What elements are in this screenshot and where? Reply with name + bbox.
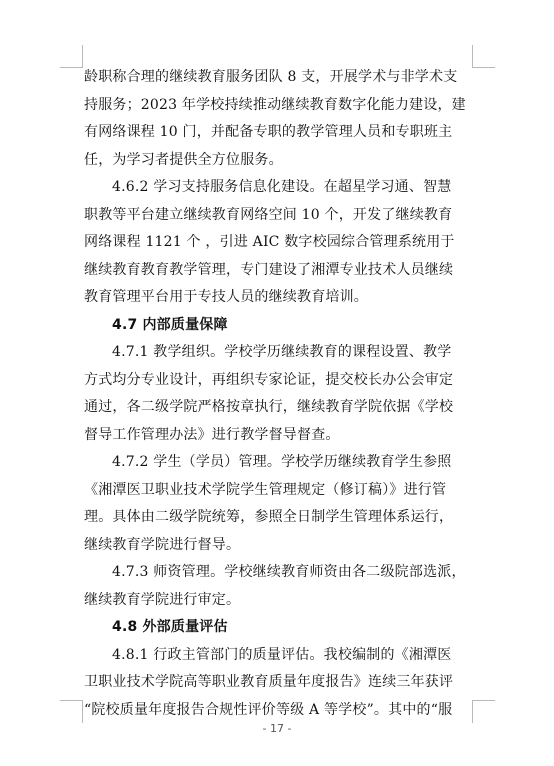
paragraph-start-line: 4.7.2 学生（学员）管理。学校学历继续教育学生参照 [112, 454, 452, 470]
text-line: 职教等平台建立继续教育网络空间 10 个，开发了继续教育 [84, 206, 453, 223]
text-line: 继续教育学院进行督导。 [84, 536, 241, 553]
text-line: 方式均分专业设计，再组织专家论证，提交校长办公会审定 [84, 371, 454, 388]
crop-mark-top-left [60, 45, 83, 68]
section-heading: 4.7 内部质量保障 [112, 316, 228, 333]
text-line: 继续教育教育教学管理，专门建设了湘潭专业技术人员继续 [84, 261, 454, 278]
text-line: 《湘潭医卫职业技术学院学生管理规定（修订稿）》进行管 [84, 481, 447, 498]
text-line: 通过，各二级学院严格按章执行，继续教育学院依据《学校 [84, 399, 454, 415]
text-line: 教育管理平台用于专技人员的继续教育培训。 [84, 289, 368, 305]
crop-mark-top-right [472, 45, 495, 68]
page-body [84, 64, 474, 724]
text-line: 网络课程 1121 个 ，引进 AIC 数字校园综合管理系统用于 [84, 234, 455, 250]
text-line: 督导工作管理办法》进行教学督导督查。 [84, 426, 340, 443]
paragraph-start-line: 4.8.1 行政主管部门的质量评估。我校编制的《湘潭医 [112, 646, 452, 663]
text-line: 有网络课程 10 门，并配备专职的教学管理人员和专职班主 [84, 124, 453, 140]
text-line: “院校质量年度报告合规性评价等级 A 等学校”。其中的“服 [84, 701, 453, 718]
paragraph-start-line: 4.6.2 学习支持服务信息化建设。在超星学习通、智慧 [112, 179, 452, 195]
crop-mark-bottom-left [60, 700, 83, 723]
text-line: 持服务；2023 年学校持续推动继续教育数字化能力建设，建 [84, 96, 466, 113]
page-number: - 17 - [262, 722, 292, 735]
text-line: 理。具体由二级学院统筹，参照全日制学生管理体系运行， [84, 509, 454, 525]
paragraph-start-line: 4.7.1 教学组织。学校学历继续教育的课程设置、教学 [112, 344, 452, 360]
crop-mark-bottom-right [472, 700, 495, 723]
text-line: 卫职业技术学院高等职业教育质量年度报告》连续三年获评 [84, 674, 454, 690]
text-line: 继续教育学院进行审定。 [84, 591, 241, 608]
section-heading: 4.8 外部质量评估 [112, 619, 228, 635]
text-line: 任，为学习者提供全方位服务。 [84, 151, 283, 168]
paragraph-start-line: 4.7.3 师资管理。学校继续教育师资由各二级院部选派， [112, 564, 466, 580]
text-line: 龄职称合理的继续教育服务团队 8 支，开展学术与非学术支 [84, 69, 458, 85]
